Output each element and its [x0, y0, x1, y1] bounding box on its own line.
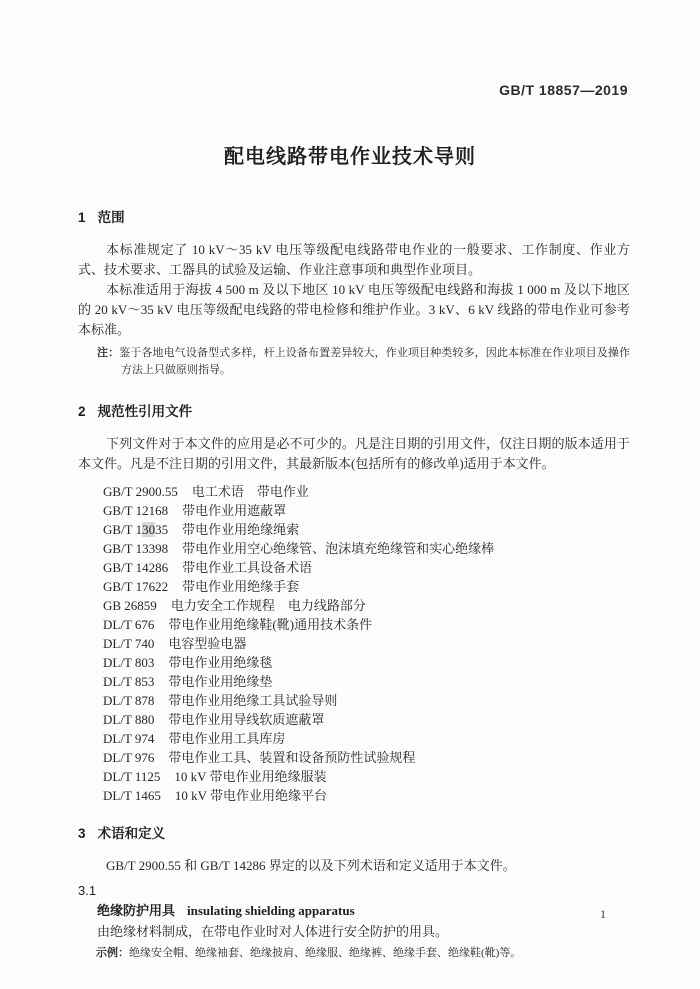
reference-item [103, 691, 630, 710]
reference-code: DL/T 974 [103, 731, 155, 746]
section-1-heading [78, 206, 630, 226]
section-3-title: 术语和定义 [97, 826, 166, 841]
reference-item [103, 577, 630, 596]
section-2-title: 规范性引用文件 [97, 404, 193, 419]
scope-paragraph-1: 本标准规定了 10 kV～35 kV 电压等级配电线路带电作业的一般要求、工作制度、作业方式、技术要求、工器具的试验及运输、作业注意事项和典型作业项目。 [78, 242, 630, 277]
term-english: insulating shielding apparatus [187, 903, 355, 918]
reference-item [103, 672, 630, 691]
scan-highlight-artifact: 30 [142, 522, 156, 537]
section-2-number: 2 [78, 404, 86, 419]
standard-code: GB/T 18857—2019 [499, 82, 628, 98]
reference-title: 电力安全工作规程 电力线路部分 [170, 598, 366, 613]
reference-code: DL/T 1465 [103, 788, 161, 803]
reference-title: 带电作业用空心绝缘管、泡沫填充绝缘管和实心绝缘棒 [182, 541, 495, 556]
reference-item [103, 520, 630, 539]
reference-title: 带电作业工具、装置和设备预防性试验规程 [168, 750, 416, 765]
note-text: 鉴于各地电气设备型式多样，杆上设备布置差异较大，作业项目种类较多，因此本标准在作业项目及操作方法上只做原则指导。 [119, 347, 631, 376]
reference-item [103, 615, 630, 634]
term-chinese: 绝缘防护用具 [97, 903, 176, 918]
scope-paragraph-2: 本标准适用于海拔 4 500 m 及以下地区 10 kV 电压等级配电线路和海拔 1 000 m 及以下地区的 20 kV～35 kV 电压等级配电线路的带电检修和维护作业。3 kV、6 kV 线路的带电作业可参考本标准。 [78, 282, 630, 337]
reference-item [103, 653, 630, 672]
section-3-number: 3 [78, 826, 86, 841]
reference-code: DL/T 676 [103, 617, 155, 632]
clause-3-1-number: 3.1 [78, 883, 97, 898]
page-content [78, 206, 630, 962]
reference-code: GB/T 12168 [103, 503, 169, 518]
reference-item [103, 539, 630, 558]
reference-code: DL/T 740 [103, 636, 155, 651]
reference-item [103, 558, 630, 577]
reference-title: 带电作业用导线软质遮蔽罩 [168, 712, 325, 727]
reference-item [103, 501, 630, 520]
reference-title: 电容型验电器 [168, 636, 247, 651]
reference-item [103, 767, 630, 786]
reference-code: DL/T 1125 [103, 769, 161, 784]
reference-code: DL/T 878 [103, 693, 155, 708]
reference-code: GB/T 17622 [103, 579, 169, 594]
reference-code: DL/T 880 [103, 712, 155, 727]
reference-item [103, 596, 630, 615]
document-title: 配电线路带电作业技术导则 [224, 146, 476, 168]
term-definition: 由绝缘材料制成，在带电作业时对人体进行安全防护的用具。 [97, 924, 449, 939]
reference-title: 带电作业用绝缘手套 [182, 579, 300, 594]
reference-item [103, 748, 630, 767]
section-3-heading [78, 822, 630, 842]
reference-code [103, 522, 168, 537]
example-text: 绝缘安全帽、绝缘袖套、绝缘披肩、绝缘服、绝缘裤、绝缘手套、绝缘鞋(靴)等。 [129, 947, 522, 959]
reference-title: 10 kV 带电作业用绝缘服装 [174, 769, 327, 784]
term-entry [97, 901, 630, 921]
reference-code: DL/T 803 [103, 655, 155, 670]
reference-code: DL/T 976 [103, 750, 155, 765]
reference-item [103, 710, 630, 729]
reference-list [103, 482, 630, 805]
reference-title: 带电作业用绝缘垫 [168, 674, 273, 689]
reference-title: 带电作业用绝缘工具试验导则 [168, 693, 338, 708]
reference-code: GB/T 2900.55 [103, 484, 178, 499]
reference-item [103, 634, 630, 653]
reference-code-part: GB/T 1 [103, 522, 143, 537]
term-example [96, 945, 630, 962]
reference-title: 带电作业用绝缘鞋(靴)通用技术条件 [168, 617, 373, 632]
example-label: 示例： [96, 947, 129, 959]
reference-item [103, 729, 630, 748]
normative-refs-paragraph: 下列文件对于本文件的应用是必不可少的。凡是注日期的引用文件，仅注日期的版本适用于本文件。凡是不注日期的引用文件，其最新版本(包括所有的修改单)适用于本文件。 [78, 436, 630, 471]
scope-note [97, 345, 630, 379]
reference-code-part: 35 [155, 522, 169, 537]
reference-code: GB/T 14286 [103, 560, 169, 575]
section-2-heading [78, 400, 630, 420]
reference-item [103, 482, 630, 501]
reference-title: 电工术语 带电作业 [191, 484, 309, 499]
reference-title: 带电作业用工具库房 [168, 731, 286, 746]
reference-title: 带电作业用绝缘毯 [168, 655, 273, 670]
reference-title: 带电作业工具设备术语 [182, 560, 313, 575]
section-1-title: 范围 [97, 210, 125, 225]
note-label: 注： [97, 347, 120, 359]
terms-intro-paragraph: GB/T 2900.55 和 GB/T 14286 界定的以及下列术语和定义适用于本文件。 [106, 858, 516, 873]
reference-title: 带电作业用遮蔽罩 [182, 503, 287, 518]
page-number: 1 [600, 907, 606, 921]
reference-title: 带电作业用绝缘绳索 [182, 522, 300, 537]
reference-title: 10 kV 带电作业用绝缘平台 [174, 788, 328, 803]
section-1-number: 1 [78, 210, 86, 225]
reference-item [103, 786, 630, 805]
reference-code: DL/T 853 [103, 674, 155, 689]
reference-code: GB/T 13398 [103, 541, 169, 556]
reference-code: GB 26859 [103, 598, 157, 613]
